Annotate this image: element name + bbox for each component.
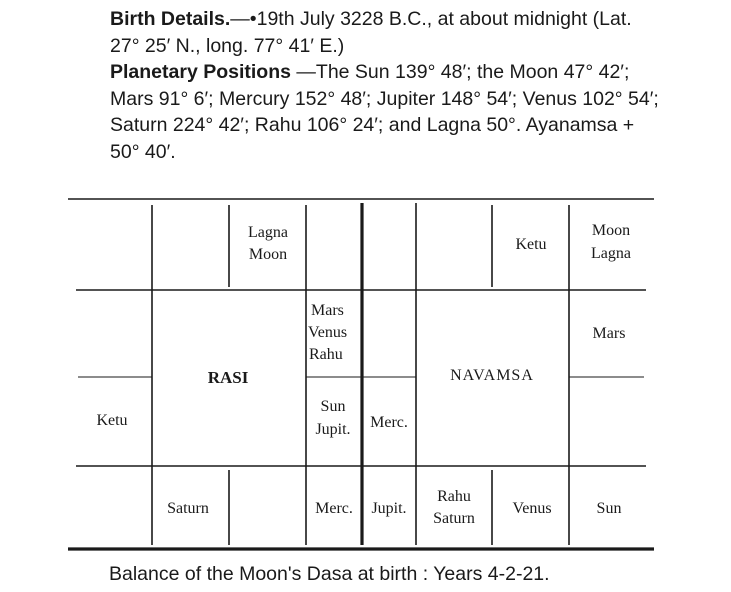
rasi-house5-mars: Mars bbox=[311, 302, 344, 319]
birth-details-label: Birth Details. bbox=[110, 8, 231, 30]
dasa-balance-text: Balance of the Moon's Dasa at birth : Years 4-2-21. bbox=[109, 563, 550, 585]
rasi-title: RASI bbox=[207, 368, 249, 387]
rasi-house9-ketu: Ketu bbox=[96, 412, 128, 429]
rasi-house3-moon: Moon bbox=[248, 246, 288, 263]
birth-details-dash: — bbox=[230, 8, 250, 30]
navamsa-house3-saturn: Saturn bbox=[433, 510, 475, 527]
navamsa-title: NAVAMSA bbox=[450, 367, 534, 384]
navamsa-house5-sun: Sun bbox=[596, 500, 622, 517]
planetary-positions-text: —The Sun 139° 48′; the Moon 47° 42′; Mars 91° 6′; Mercury 152° 48′; Jupiter 148° 54′; Venus 102° 54′; Saturn 224° 42′; Rahu 106° 24′; and Lagna 50°. Ayanamsa + 50° 40′. bbox=[110, 61, 659, 163]
birth-details-text: 19th July 3228 B.C., at about midnight (Lat. 27° 25′ N., long. 77° 41′ E.) bbox=[110, 8, 632, 57]
rasi-house6-jupit: Jupit. bbox=[315, 421, 351, 438]
navamsa-house7-mars: Mars bbox=[592, 325, 626, 342]
rasi-house12-merc: Merc. bbox=[315, 500, 353, 517]
planetary-positions-label: Planetary Positions bbox=[110, 61, 291, 83]
rasi-house6-sun: Sun bbox=[320, 398, 346, 415]
navamsa-house2-jupit: Jupit. bbox=[371, 500, 407, 517]
navamsa-house9-lagna: Lagna bbox=[591, 245, 631, 262]
rasi-house10-saturn: Saturn bbox=[167, 500, 209, 517]
rasi-house3-lagna: Lagna bbox=[248, 224, 288, 241]
navamsa-house10-ketu: Ketu bbox=[515, 236, 547, 253]
birth-details-mark: • bbox=[249, 8, 257, 30]
rasi-house5-venus: Venus bbox=[308, 324, 348, 341]
rasi-house5-rahu: Rahu bbox=[309, 346, 343, 363]
navamsa-house4-venus: Venus bbox=[512, 500, 552, 517]
navamsa-house9-moon: Moon bbox=[591, 222, 631, 239]
navamsa-house1-merc: Merc. bbox=[370, 414, 408, 431]
navamsa-house3-rahu: Rahu bbox=[437, 488, 471, 505]
